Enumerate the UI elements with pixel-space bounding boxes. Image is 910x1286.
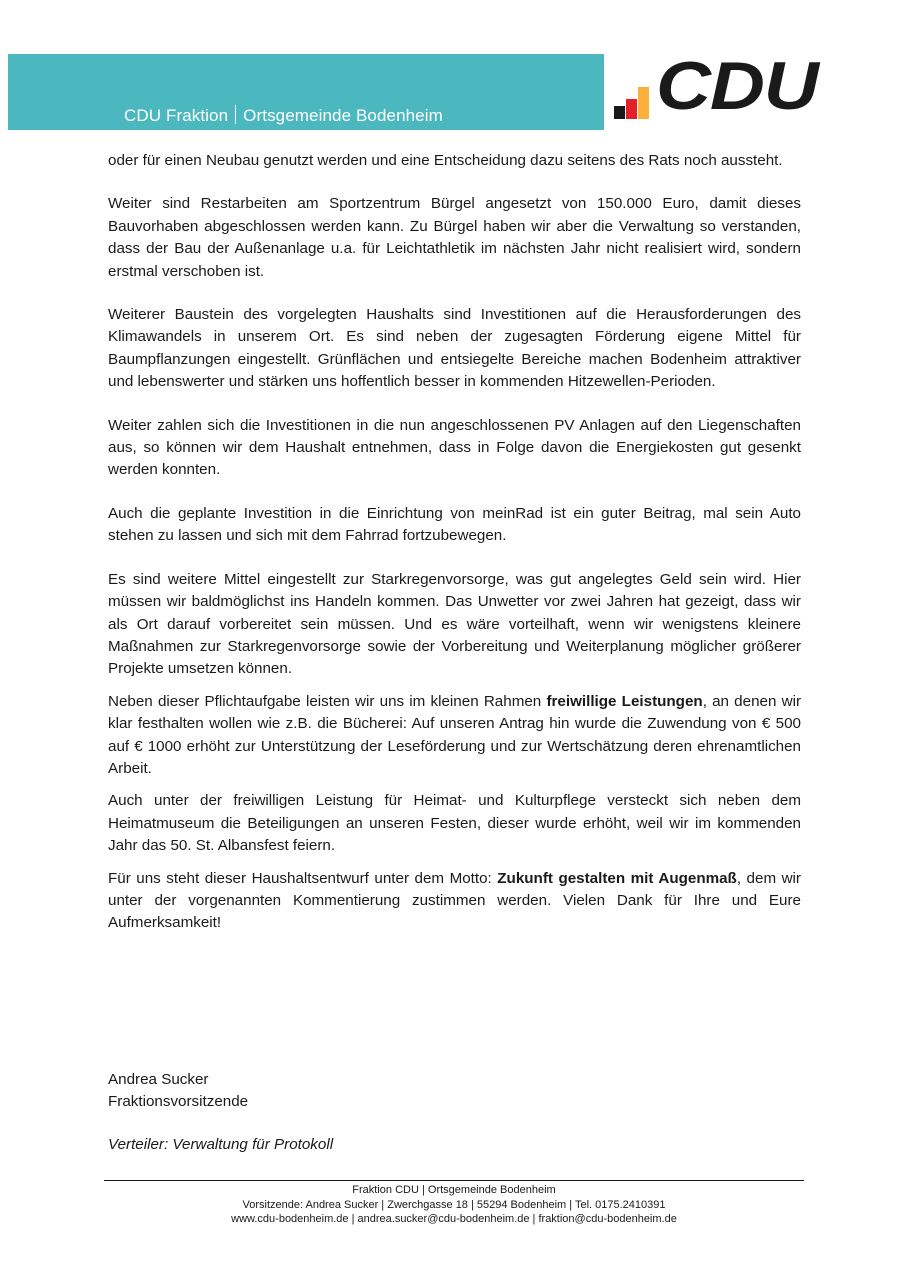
header-municipality: Ortsgemeinde Bodenheim	[243, 106, 443, 125]
paragraph-text: Für uns steht dieser Haushaltsentwurf unter dem Motto:	[108, 869, 498, 887]
distribution-note: Verteiler: Verwaltung für Protokoll	[108, 1136, 334, 1153]
paragraph: Weiter zahlen sich die Investitionen in die nun angeschlossenen PV Anlagen auf den Liegenschaften aus, so können wir dem Haushalt entnehmen, dass in Folge davon die Energiekosten gut gesenkt werden konnten.	[108, 416, 801, 479]
footer	[104, 1183, 804, 1227]
signature-name: Andrea Sucker	[108, 1071, 209, 1088]
paragraph: Weiter sind Restarbeiten am Sportzentrum Bürgel angesetzt von 150.000 Euro, damit dieses Bauvorhaben abgeschlossen werden kann. Zu Bürgel haben wir aber die Verwaltung so verstanden, dass der Bau der Außenanlage u.a. für Leichtathletik im nächsten Jahr nicht realisiert wird, sondern erstmal verschoben ist.	[108, 195, 801, 280]
logo-bar-gold-icon	[638, 87, 649, 119]
footer-line-2: Vorsitzende: Andrea Sucker | Zwerchgasse 18 | 55294 Bodenheim | Tel. 0175.2410391	[242, 1198, 666, 1211]
paragraph	[108, 691, 801, 781]
signature-title: Fraktionsvorsitzende	[108, 1093, 249, 1110]
header-band	[8, 54, 604, 130]
footer-divider	[104, 1180, 804, 1181]
footer-line-3: www.cdu-bodenheim.de | andrea.sucker@cdu-bodenheim.de | fraktion@cdu-bodenheim.de	[231, 1213, 677, 1225]
emphasis-motto: Zukunft gestalten mit Augenmaß	[497, 869, 737, 887]
logo-bar-red-icon	[626, 99, 637, 119]
paragraph: Auch unter der freiwilligen Leistung für Heimat- und Kulturpflege versteckt sich neben dem Heimatmuseum die Beteiligungen an unseren Festen, dieser wurde erhöht, weil wir im kommenden Jahr das 50. St. Albansfest feiern.	[108, 792, 801, 855]
paragraph-text: , dem wir unter der vorgenannten Kommentierung zustimmen werden. Vielen Dank für Ihre und Eure Aufmerksamkeit!	[108, 869, 801, 932]
letter-body	[108, 150, 801, 935]
paragraph-text: , an denen wir klar festhalten wollen wie z.B. die Bücherei: Auf unseren Antrag hin wurde die Zuwendung von € 500 auf € 1000 erhöht zur Unterstützung der Leseförderung und zur Wertschätzung deren ehrenamtlichen Arbeit.	[108, 692, 802, 777]
footer-line-1: Fraktion CDU | Ortsgemeinde Bodenheim	[352, 1184, 556, 1196]
paragraph: oder für einen Neubau genutzt werden und eine Entscheidung dazu seitens des Rats noch aussteht.	[108, 152, 783, 169]
logo-wordmark: CDU	[656, 48, 818, 124]
paragraph	[108, 868, 801, 935]
emphasis-freiwillige-leistungen: freiwillige Leistungen	[546, 692, 703, 710]
header-org: CDU Fraktion	[124, 106, 229, 125]
signature-block	[108, 1069, 248, 1113]
logo-bar-black-icon	[614, 106, 625, 119]
paragraph-text: Neben dieser Pflichtaufgabe leisten wir uns im kleinen Rahmen	[108, 692, 547, 710]
paragraph: Es sind weitere Mittel eingestellt zur Starkregenvorsorge, was gut angelegtes Geld sein wird. Hier müssen wir baldmöglichst ins Handeln kommen. Das Unwetter vor zwei Jahren hat gezeigt, dass wir als Ort darauf vorbereitet sein müssen. Und es wäre vorteilhaft, wenn wir wenigstens kleinere Maßnahmen zur Starkregenvorsorge sowie der Vorbereitung und Weiterplanung möglicher größerer Projekte umsetzen können.	[108, 570, 801, 678]
cdu-logo	[614, 48, 859, 124]
paragraph: Weiterer Baustein des vorgelegten Haushalts sind Investitionen auf die Herausforderungen des Klimawandels in unserem Ort. Es sind neben der zugesagten Förderung eigene Mittel für Baumpflanzungen eingestellt. Grünflächen und entsiegelte Bereiche machen Bodenheim attraktiver und lebenswerter und stärken uns hoffentlich besser in kommenden Hitzewellen-Perioden.	[108, 306, 801, 391]
header-title	[124, 105, 443, 126]
header-separator	[235, 105, 236, 124]
paragraph: Auch die geplante Investition in die Einrichtung von meinRad ist ein guter Beitrag, mal sein Auto stehen zu lassen und sich mit dem Fahrrad fortzubewegen.	[108, 504, 801, 545]
